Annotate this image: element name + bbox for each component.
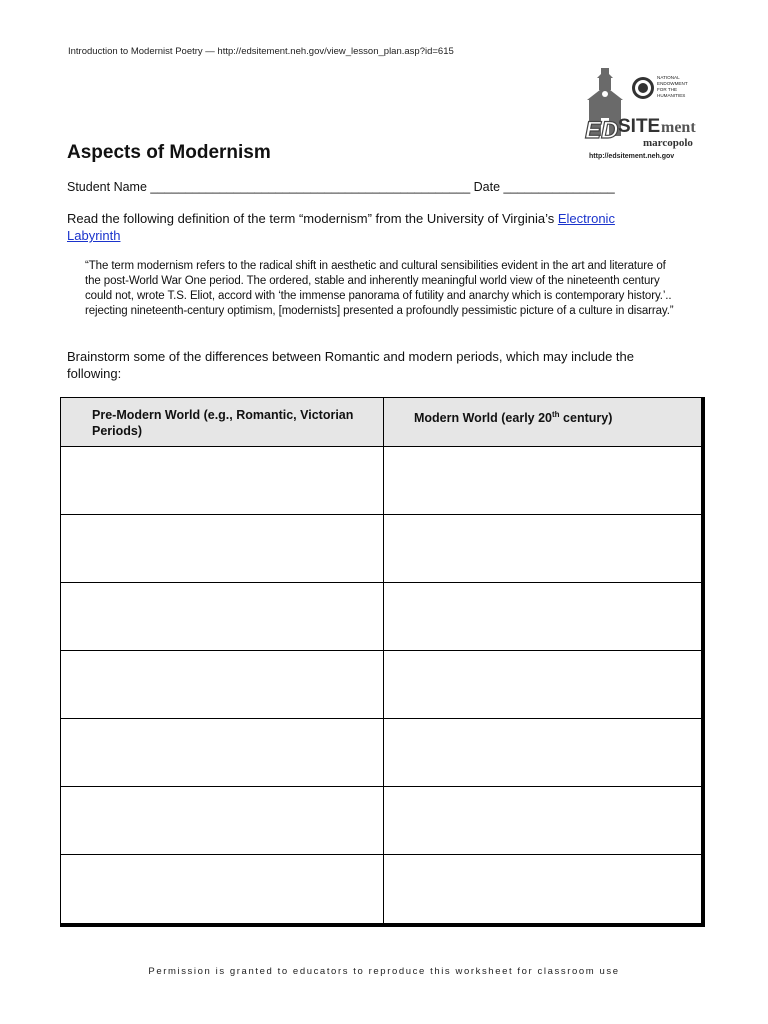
premodern-answer-cell[interactable]: [61, 515, 384, 583]
premodern-answer-cell[interactable]: [61, 651, 384, 719]
modern-answer-cell[interactable]: [384, 515, 701, 583]
page-title: Aspects of Modernism: [67, 142, 271, 163]
modern-answer-cell[interactable]: [384, 855, 701, 923]
permission-footer: Permission is granted to educators to reproduce this worksheet for classroom use: [148, 966, 620, 977]
modern-header-superscript: th: [552, 410, 560, 419]
premodern-answer-cell[interactable]: [61, 719, 384, 787]
neh-line-2: ENDOWMENT: [657, 81, 688, 86]
premodern-answer-cell[interactable]: [61, 447, 384, 515]
premodern-answer-cell[interactable]: [61, 787, 384, 855]
ment-wordmark: ment: [661, 119, 696, 136]
neh-line-4: HUMANITIES: [657, 93, 686, 98]
site-wordmark: SITE: [618, 116, 661, 137]
edsitement-logo: [583, 66, 705, 162]
neh-line-3: FOR THE: [657, 87, 678, 92]
premodern-answer-cell[interactable]: [61, 855, 384, 923]
comparison-table: [60, 397, 705, 927]
modern-column-header: [384, 398, 701, 447]
premodern-column-header: Pre-Modern World (e.g., Romantic, Victorian Periods): [61, 398, 384, 447]
intro-paragraph: [67, 210, 667, 244]
source-header: Introduction to Modernist Poetry — http://edsitement.neh.gov/view_lesson_plan.asp?id=615: [68, 46, 454, 57]
premodern-answer-cell[interactable]: [61, 583, 384, 651]
brainstorm-instructions: Brainstorm some of the differences between Romantic and modern periods, which may include the following:: [67, 349, 634, 381]
logo-url: http://edsitement.neh.gov: [589, 153, 675, 160]
marcopolo-wordmark: marcopolo: [643, 137, 693, 149]
modern-answer-cell[interactable]: [384, 447, 701, 515]
neh-seal-icon: [632, 77, 654, 99]
modern-header-text-end: century): [559, 411, 613, 426]
modern-answer-cell[interactable]: [384, 583, 701, 651]
modern-answer-cell[interactable]: [384, 651, 701, 719]
modernism-definition-quote: “The term modernism refers to the radical shift in aesthetic and cultural sensibilities evident in the art and literature of the post-World War One period. The ordered, stable and inherently meaningful world view of the nineteenth century could not, wrote T.S. Eliot, accord with ‘the immense panorama of futility and anarchy which is contemporary history.’.. rejecting nineteenth-century optimism, [modernists] presented a profoundly pessimistic picture of a culture in disarray.”: [85, 260, 674, 317]
intro-text: Read the following definition of the term “modernism” from the University of Virginia’s: [67, 211, 558, 226]
modern-header-text: Modern World (early 20: [414, 411, 552, 426]
ed-wordmark: ED: [585, 117, 619, 144]
modern-answer-cell[interactable]: [384, 719, 701, 787]
neh-line-1: NATIONAL: [657, 75, 680, 80]
student-name-date-line[interactable]: Student Name ______________________________________________ Date ________________: [67, 180, 615, 194]
electronic-labyrinth-link[interactable]: Electronic Labyrinth: [67, 211, 615, 243]
modern-answer-cell[interactable]: [384, 787, 701, 855]
